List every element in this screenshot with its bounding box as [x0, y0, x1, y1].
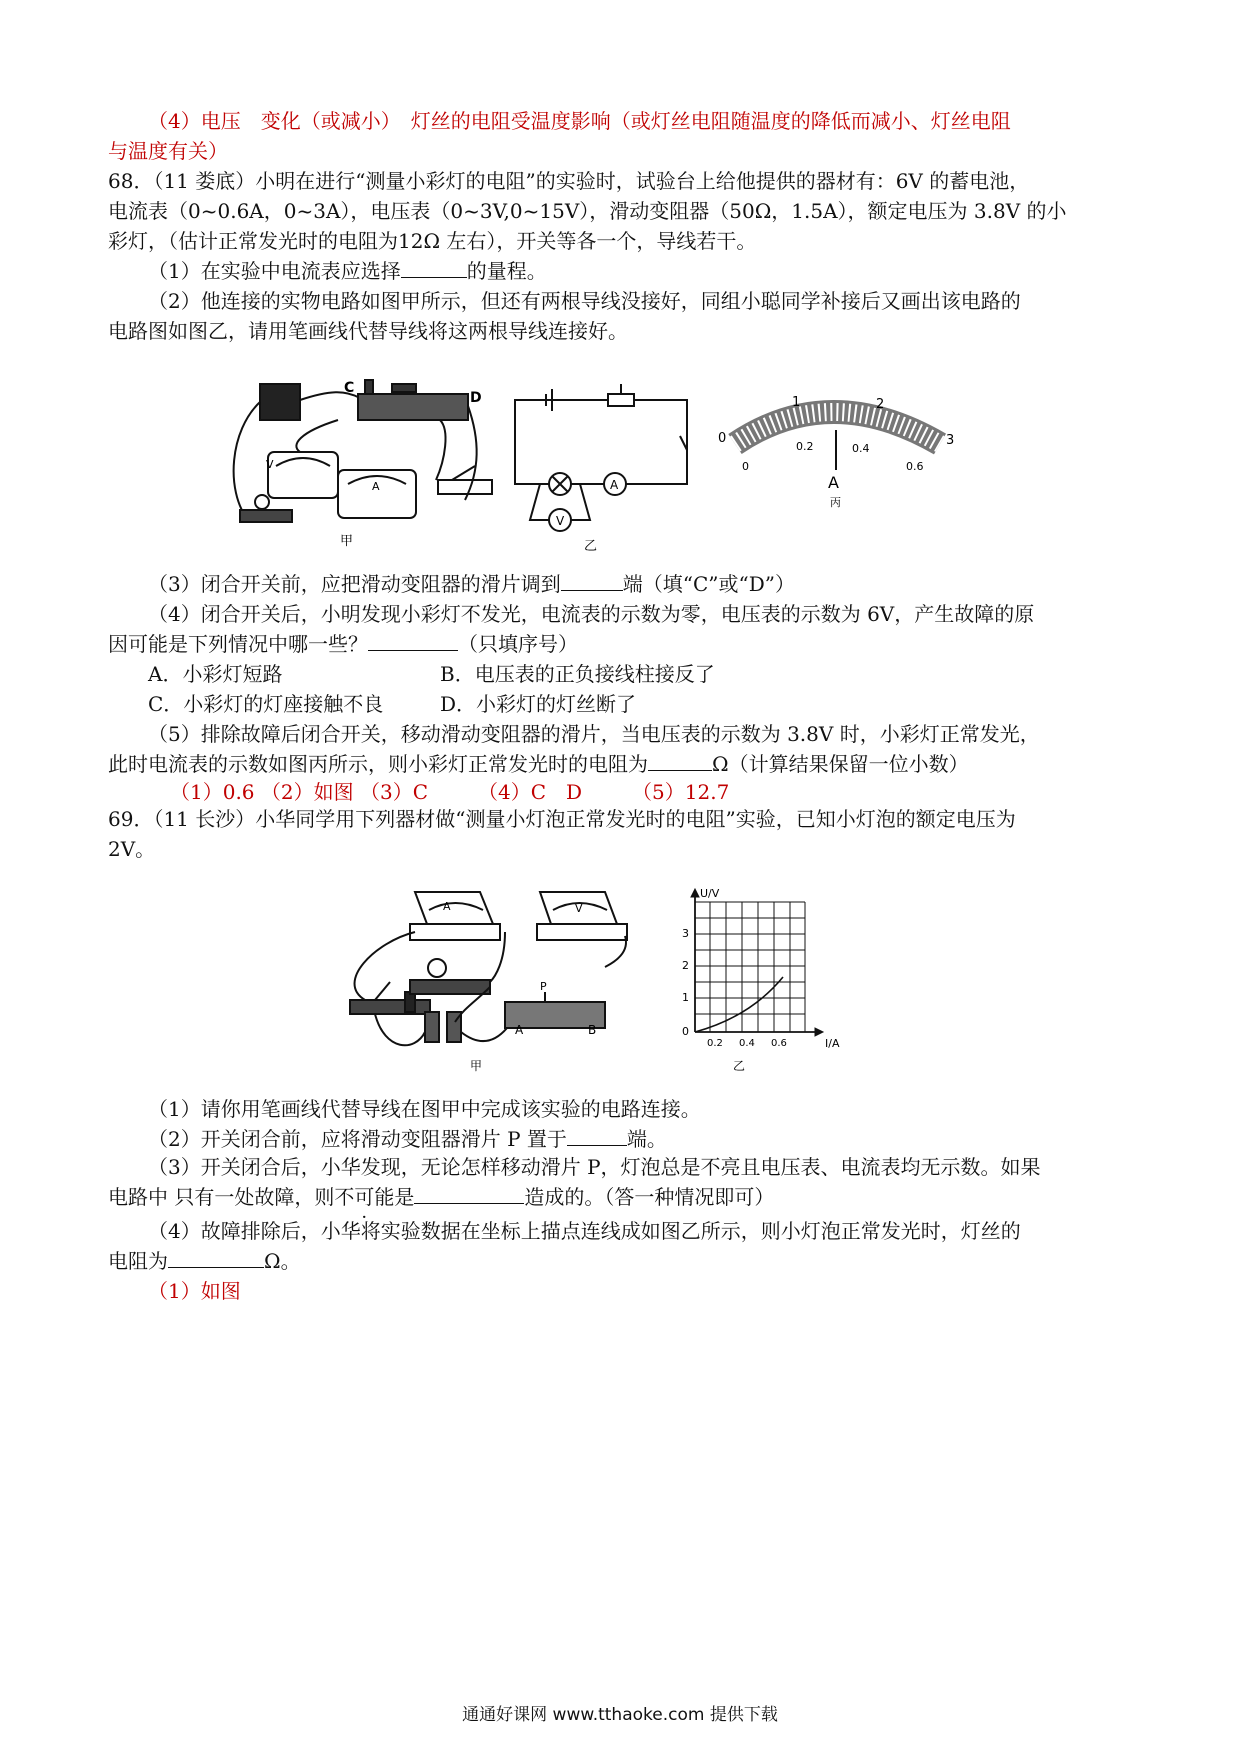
q69-part4-line1: （4）故障排除后，小华将实验数据在坐标上描点连线成如图乙所示，则小灯泡正常发光时，灯丝的	[148, 1219, 1021, 1243]
q69-caption-jia: 甲	[470, 1059, 483, 1073]
q68-label-d: D	[470, 390, 482, 406]
q69-part4-text-end: Ω。	[264, 1249, 301, 1273]
q69-label-a: A	[515, 1023, 524, 1037]
q68-part4-text: 因可能是下列情况中哪一些？	[108, 632, 368, 656]
answer-67-line1: （4）电压 变化（或减小） 灯丝的电阻受温度影响（或灯丝电阻随温度的降低而减小、灯丝电阻	[148, 109, 1011, 133]
q68-meter-bottom-2: 0.4	[852, 442, 870, 455]
q69-part2-blank[interactable]	[567, 1127, 627, 1146]
q69-part2	[148, 1124, 667, 1154]
q68-schematic-ammeter: A	[610, 478, 619, 492]
q68-part2-line1: （2）他连接的实物电路如图甲所示，但还有两根导线没接好，同组小聪同学补接后又画出该电路的	[148, 289, 1021, 313]
q68-caption-bing: 丙	[830, 496, 841, 509]
q69-graph-ylabel: U/V	[700, 887, 720, 900]
q69-part3-text-end: 造成的。（答一种情况即可）	[524, 1185, 775, 1209]
q69-part3-blank[interactable]	[414, 1185, 524, 1204]
q68-label-c: C	[344, 380, 355, 396]
q69-part1: （1）请你用笔画线代替导线在图甲中完成该实验的电路连接。	[148, 1097, 701, 1121]
q68-figure-yi	[515, 384, 687, 531]
q69-graph-xlabel: I/A	[825, 1037, 840, 1050]
q68-answer: （1）0.6 （2）如图 （3）C （4）C D （5）12.7	[170, 780, 730, 804]
q69-part3-text: 电路中 只有一处故障，则	[108, 1185, 335, 1209]
q69-graph-ytick-3: 3	[682, 927, 689, 940]
q69-part4-blank[interactable]	[168, 1249, 264, 1268]
q69-graph-ytick-0: 0	[682, 1025, 689, 1038]
q69-figure	[355, 882, 865, 1078]
q68-part1-text: （1）在实验中电流表应选择	[148, 259, 401, 283]
q69-graph-xtick-1: 0.2	[707, 1038, 723, 1049]
q69-graph	[691, 889, 823, 1036]
q68-caption-yi: 乙	[584, 539, 598, 554]
q69-caption-yi: 乙	[733, 1059, 746, 1073]
q68-part3-text: （3）闭合开关前，应把滑动变阻器的滑片调到	[148, 572, 561, 596]
q69-label-b: B	[588, 1023, 597, 1037]
q68-meter-top-0: 0	[718, 431, 727, 446]
q69-answer: （1）如图	[148, 1279, 241, 1303]
q69-stem-line2: 2V。	[108, 837, 156, 861]
q68-part2-line2: 电路图如图乙，请用笔画线代替导线将这两根导线连接好。	[108, 319, 628, 343]
q68-ammeter-label-a: A	[372, 480, 380, 493]
q69-part4-line2	[108, 1246, 301, 1276]
q69-part3-line1: （3）开关闭合后，小华发现，无论怎样移动滑片 P，灯泡总是不亮且电压表、电流表均无示数。如果	[148, 1155, 1041, 1179]
q68-part3-text-end: 端（填“C”或“D”）	[622, 572, 795, 596]
q69-part4-text: 电阻为	[108, 1249, 168, 1273]
q68-part3-blank[interactable]	[561, 572, 623, 591]
q68-figure-jia	[234, 380, 492, 522]
q68-part1	[148, 256, 547, 286]
q69-figure-jia	[350, 892, 627, 1045]
q68-part4-line2	[108, 629, 578, 659]
q68-meter-top-3: 3	[946, 433, 955, 448]
q69-ammeter-label: A	[443, 900, 451, 913]
q68-option-b: B．电压表的正负接线柱接反了	[440, 662, 715, 686]
q69-graph-ytick-1: 1	[682, 991, 689, 1004]
q68-option-d: D．小彩灯的灯丝断了	[440, 692, 637, 716]
q68-part5-blank[interactable]	[648, 752, 712, 771]
q68-meter-top-2: 2	[876, 397, 885, 412]
q68-part4-text-end: （只填序号）	[458, 632, 578, 656]
q69-part3-line2	[108, 1182, 774, 1212]
q68-part4-line1: （4）闭合开关后，小明发现小彩灯不发光，电流表的示数为零，电压表的示数为 6V，产生故障的原	[148, 602, 1035, 626]
q69-part2-text-end: 端。	[626, 1127, 667, 1151]
q68-stem-line1: 68．（11 娄底）小明在进行“测量小彩灯的电阻”的实验时，试验台上给他提供的器材有：6V 的蓄电池，	[108, 169, 1030, 193]
q68-part5-line2	[108, 749, 969, 779]
q68-part3	[148, 569, 795, 599]
q68-schematic-voltmeter: V	[556, 514, 565, 528]
q68-ammeter-label-v: V	[266, 458, 274, 471]
q68-part5-text: 此时电流表的示数如图丙所示，则小彩灯正常发光时的电阻为	[108, 752, 648, 776]
q68-part5-text-end: Ω（计算结果保留一位小数）	[712, 752, 969, 776]
answer-67-line2: 与温度有关）	[108, 139, 228, 163]
q68-meter-bottom-0: 0	[742, 460, 749, 473]
q69-graph-ytick-2: 2	[682, 959, 689, 972]
q68-stem-line3: 彩灯，（估计正常发光时的电阻为12Ω 左右），开关等各一个，导线若干。	[108, 229, 757, 253]
q69-part3-text-mid: 是	[394, 1185, 415, 1209]
page-footer[interactable]: 通通好课网 www.tthaoke.com 提供下载	[462, 1705, 778, 1725]
q69-part3-emphasis: 不可能	[334, 1185, 395, 1209]
q68-option-a: A．小彩灯短路	[148, 662, 283, 686]
q68-part5-line1: （5）排除故障后闭合开关，移动滑动变阻器的滑片，当电压表的示数为 3.8V 时，小彩灯正常发光，	[148, 722, 1040, 746]
q69-label-p: P	[540, 980, 547, 993]
q68-part1-text-end: 的量程。	[466, 259, 547, 283]
q68-stem-line2: 电流表（0~0.6A，0~3A），电压表（0~3V,0~15V），滑动变阻器（50Ω，1.5A），额定电压为 3.8V 的小	[108, 199, 1067, 223]
q68-meter-top-1: 1	[792, 395, 801, 410]
q69-graph-xtick-3: 0.6	[771, 1038, 787, 1049]
q69-part2-text: （2）开关闭合前，应将滑动变阻器滑片 P 置于	[148, 1127, 567, 1151]
q68-meter-bottom-1: 0.2	[796, 440, 814, 453]
q69-graph-xtick-2: 0.4	[739, 1038, 755, 1049]
q68-caption-jia: 甲	[340, 534, 354, 549]
q68-option-c: C．小彩灯的灯座接触不良	[148, 692, 384, 716]
q68-part1-blank[interactable]	[401, 259, 467, 278]
q68-meter-bottom-3: 0.6	[906, 460, 924, 473]
q68-part4-blank[interactable]	[368, 632, 458, 651]
q69-stem-line1: 69．（11 长沙）小华同学用下列器材做“测量小灯泡正常发光时的电阻”实验，已知小灯泡的额定电压为	[108, 807, 1016, 831]
q68-figure	[230, 370, 955, 560]
q68-meter-unit: A	[828, 473, 839, 492]
q69-voltmeter-label: V	[575, 902, 583, 915]
